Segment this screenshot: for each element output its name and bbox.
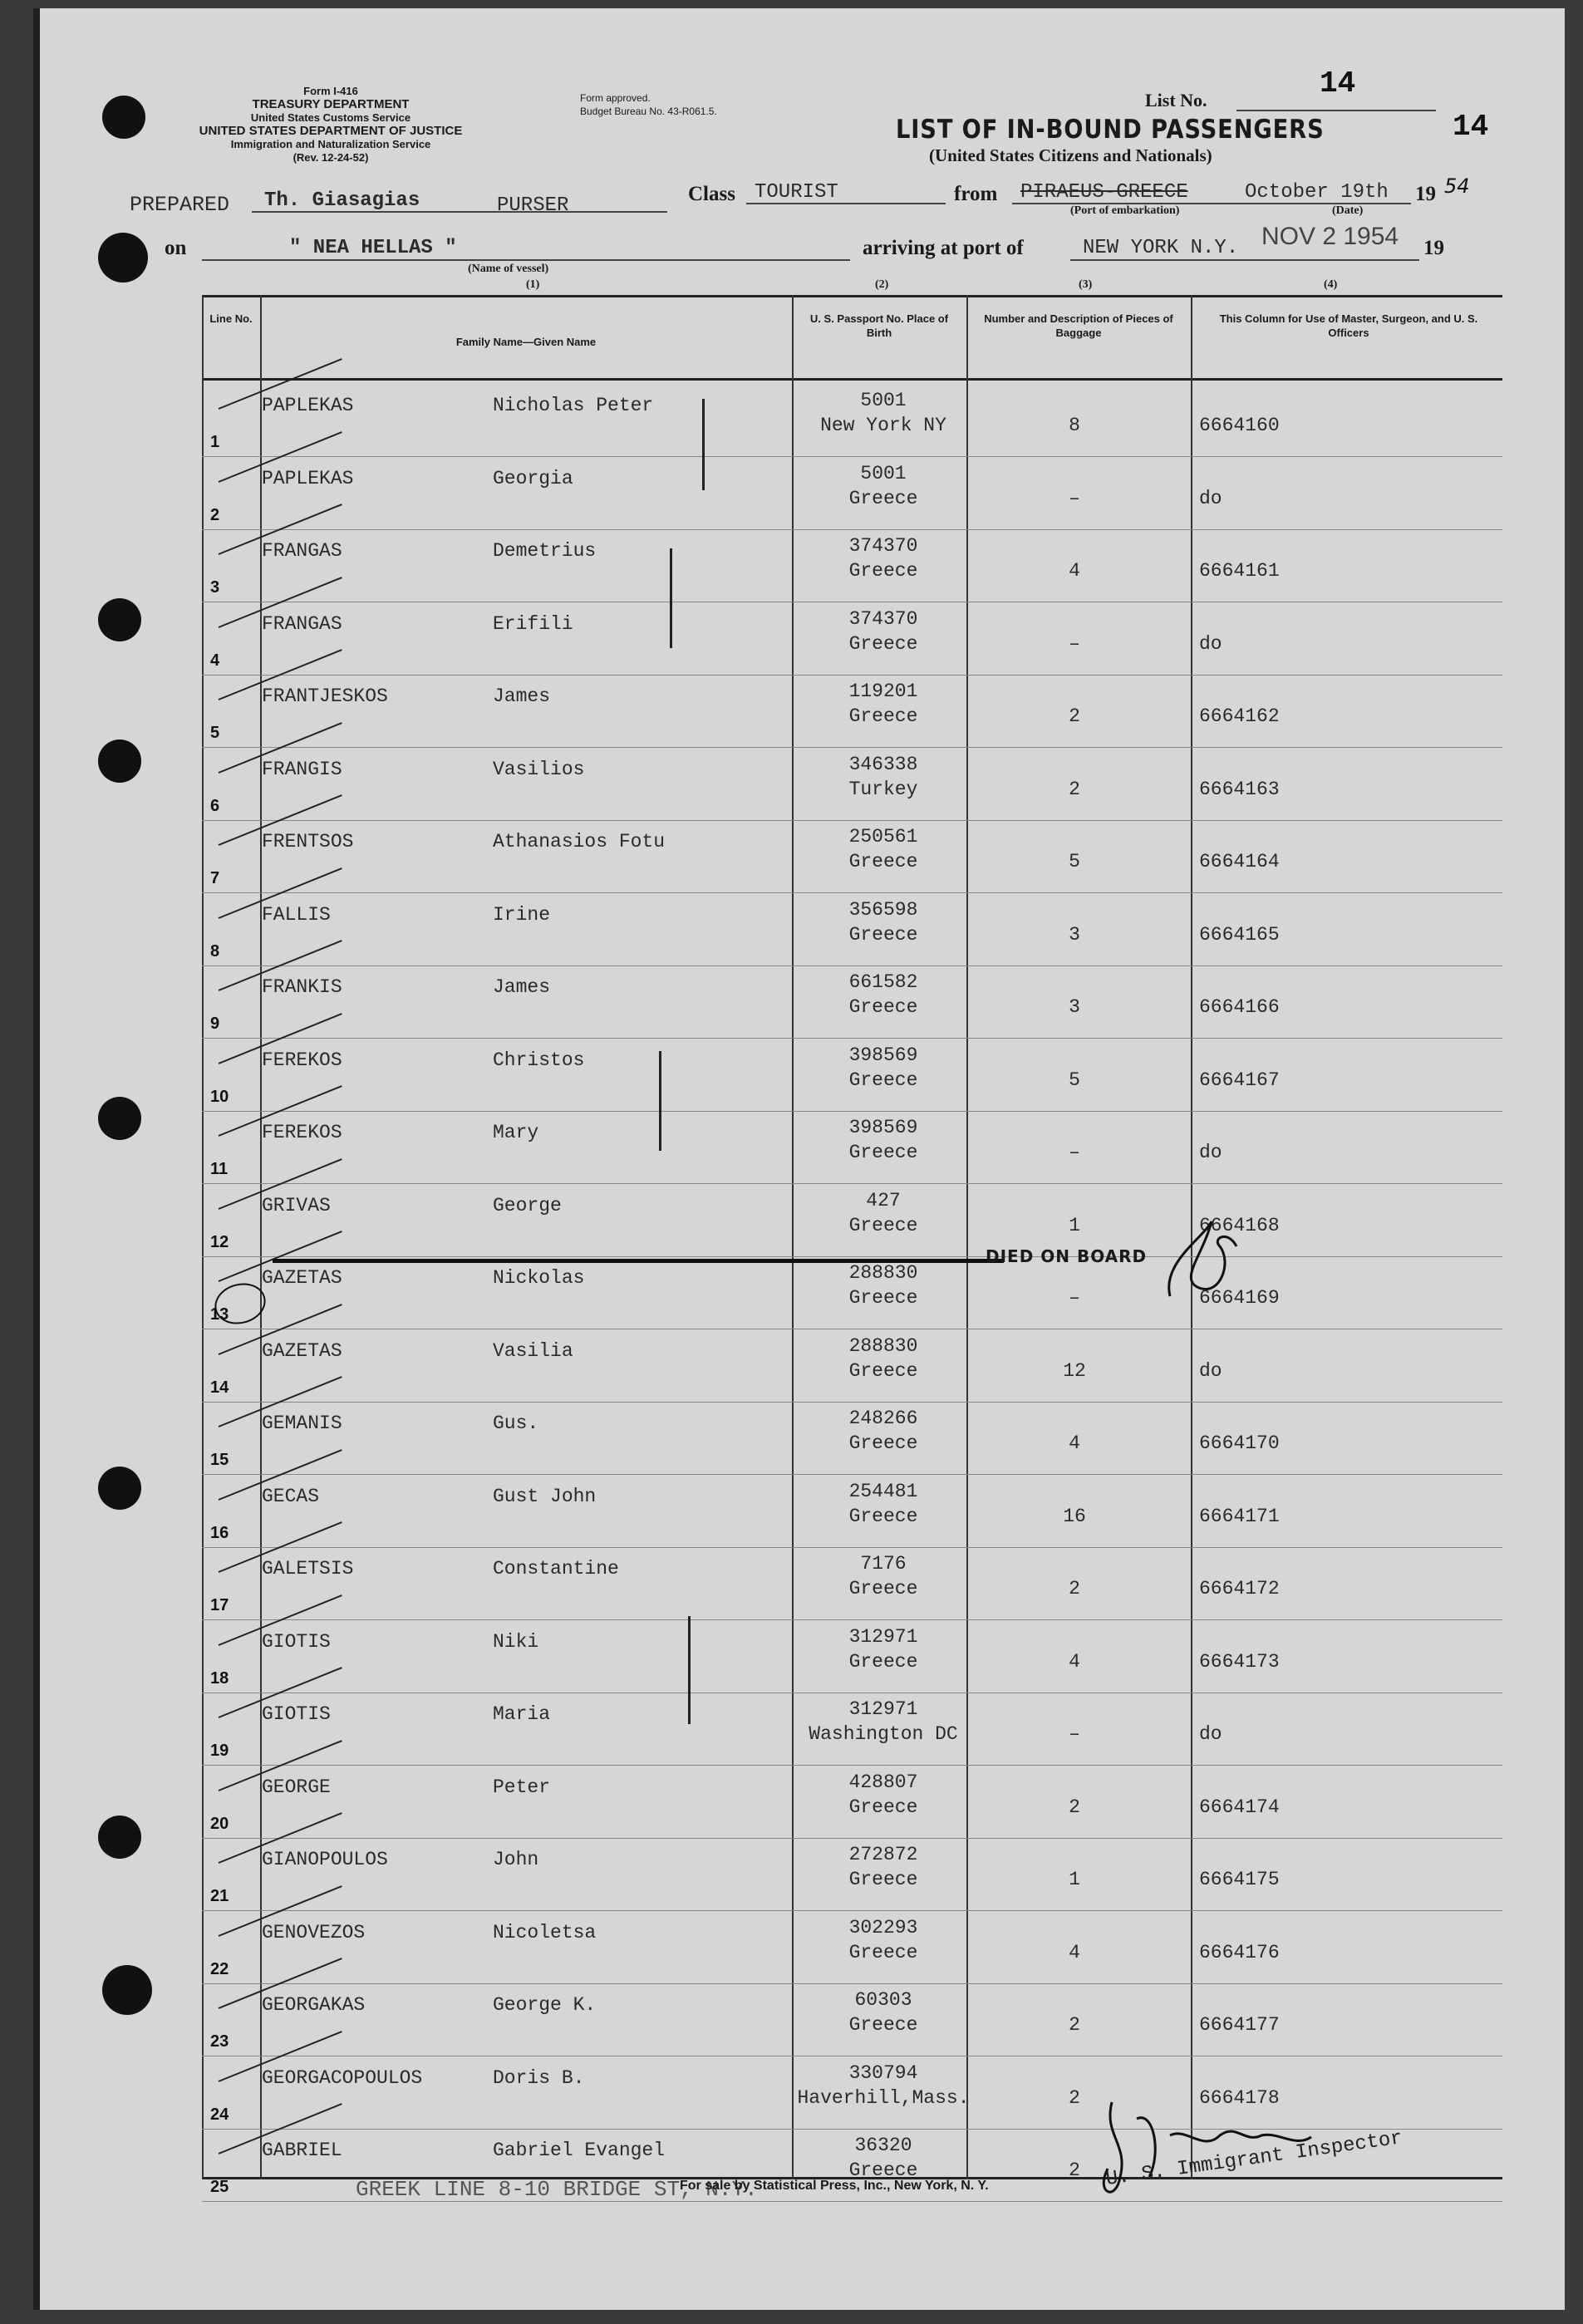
table-row <box>202 530 1502 603</box>
table-top-border <box>202 295 1502 297</box>
family-name: GRIVAS <box>262 1194 331 1216</box>
customs-label: United States Customs Service <box>250 111 411 124</box>
from-value: PIRAEUS-GREECE <box>1020 181 1188 204</box>
baggage-count: – <box>1069 1287 1080 1309</box>
class-value: TOURIST <box>755 181 838 204</box>
arrival-port: NEW YORK N.Y. <box>1083 237 1239 259</box>
baggage-count: – <box>1069 632 1080 655</box>
officer-entry: 6664175 <box>1199 1869 1280 1890</box>
officer-entry: 6664162 <box>1199 705 1280 727</box>
binder-hole <box>98 598 141 641</box>
passport-number: 36320 <box>854 2135 912 2156</box>
column-number-4: (4) <box>1324 278 1338 291</box>
baggage-count: 5 <box>1069 851 1080 872</box>
baggage-count: – <box>1069 1142 1080 1163</box>
family-name: GEORGAKAS <box>262 1994 366 2016</box>
column-number-1: (1) <box>526 278 540 291</box>
departure-date: October 19th <box>1245 181 1389 204</box>
place-of-birth: Greece <box>848 560 918 582</box>
family-name: FALLIS <box>262 903 331 926</box>
family-name: GEORGE <box>262 1776 331 1798</box>
prepared-underline <box>252 211 667 213</box>
line-number: 20 <box>210 1814 229 1833</box>
officer-entry: 6664160 <box>1199 415 1280 436</box>
year-suffix-1: 54 <box>1444 174 1470 198</box>
place-of-birth: Greece <box>848 1214 918 1236</box>
binder-hole <box>98 1815 141 1859</box>
family-bracket <box>688 1616 691 1724</box>
given-name: Athanasios Fotu <box>493 831 666 852</box>
baggage-count: 3 <box>1069 923 1080 946</box>
passport-number: 427 <box>866 1189 901 1211</box>
header-officers: This Column for Use of Master, Surgeon, and U. S. Officers <box>1219 312 1478 339</box>
passport-number: 302293 <box>848 1916 918 1938</box>
officer-entry: do <box>1199 632 1222 655</box>
family-bracket <box>670 548 672 648</box>
place-of-birth: Greece <box>848 1578 918 1599</box>
table-row <box>202 1330 1502 1403</box>
table-row <box>202 1839 1502 1912</box>
officer-entry: 6664173 <box>1199 1650 1280 1673</box>
baggage-count: 2 <box>1069 1796 1080 1818</box>
officer-entry: 6664174 <box>1199 1796 1280 1818</box>
table-row <box>202 966 1502 1039</box>
baggage-count: 2 <box>1069 1578 1080 1599</box>
line-number: 8 <box>210 941 220 961</box>
officer-entry: 6664167 <box>1199 1069 1280 1091</box>
inspector-label: U. S. Immigrant Inspector <box>1104 2127 1404 2191</box>
binder-hole <box>102 1965 152 2015</box>
passport-number: 248266 <box>848 1408 918 1429</box>
baggage-count: 4 <box>1069 1432 1080 1454</box>
place-of-birth: Greece <box>848 705 918 727</box>
table-row <box>202 1403 1502 1476</box>
given-name: Gabriel Evangel <box>493 2140 666 2161</box>
list-no-value: 14 <box>1320 66 1356 101</box>
passport-number: 272872 <box>848 1844 918 1865</box>
header-name: Family Name—Given Name <box>455 336 597 348</box>
family-name: GIANOPOULOS <box>262 1849 388 1870</box>
table-row <box>202 603 1502 676</box>
given-name: Nicoletsa <box>493 1921 597 1943</box>
line-number: 2 <box>210 505 220 524</box>
line-number: 25 <box>210 2178 229 2196</box>
given-name: Irine <box>493 903 551 926</box>
baggage-count: 5 <box>1069 1069 1080 1091</box>
binder-hole <box>98 233 148 283</box>
given-name: James <box>493 976 551 998</box>
vessel-underline <box>202 259 850 261</box>
died-initials-mark <box>1153 1213 1245 1313</box>
passport-number: 288830 <box>848 1262 918 1284</box>
place-of-birth: Greece <box>848 851 918 872</box>
header-line-no: Line No. <box>209 312 253 325</box>
family-name: GIOTIS <box>262 1630 331 1653</box>
officer-entry: 6664169 <box>1199 1287 1280 1309</box>
line-number: 19 <box>210 1742 229 1760</box>
list-no-underline <box>1236 110 1436 111</box>
given-name: Demetrius <box>493 540 597 562</box>
family-name: GIOTIS <box>262 1703 331 1725</box>
officer-entry: 6664166 <box>1199 996 1280 1018</box>
line-number: 10 <box>210 1087 229 1106</box>
family-name: FRANGIS <box>262 758 342 780</box>
passport-number: 254481 <box>848 1480 918 1502</box>
family-name: FRANGAS <box>262 540 342 562</box>
passport-number: 661582 <box>848 971 918 993</box>
form-number: Form I-416 <box>303 85 358 97</box>
passport-number: 398569 <box>848 1117 918 1138</box>
given-name: Vasilios <box>493 758 585 780</box>
given-name: Maria <box>493 1703 551 1725</box>
given-name: Niki <box>493 1630 539 1653</box>
page-title: LIST OF IN-BOUND PASSENGERS <box>896 115 1325 145</box>
passport-number: 312971 <box>848 1625 918 1648</box>
given-name: Nickolas <box>493 1267 585 1289</box>
line-number: 13 <box>210 1305 229 1324</box>
family-name: FRENTSOS <box>262 831 354 852</box>
family-name: GALETSIS <box>262 1558 354 1580</box>
approval-block <box>580 91 717 118</box>
passport-number: 398569 <box>848 1044 918 1066</box>
baggage-count: 3 <box>1069 996 1080 1018</box>
port-embark-note: (Port of embarkation) <box>1070 204 1180 217</box>
table-row <box>202 1984 1502 2057</box>
baggage-count: 16 <box>1063 1505 1086 1527</box>
line-number: 16 <box>210 1523 229 1542</box>
footer-print: For sale by Statistical Press, Inc., New York, N. Y. <box>680 2179 989 2193</box>
officer-entry: do <box>1199 1359 1222 1382</box>
binder-hole <box>98 1467 141 1510</box>
place-of-birth: Greece <box>848 996 918 1018</box>
treasury-label: TREASURY DEPARTMENT <box>252 97 410 111</box>
baggage-count: 8 <box>1069 415 1080 436</box>
officer-entry: 6664164 <box>1199 851 1280 872</box>
officer-entry: 6664171 <box>1199 1505 1280 1527</box>
family-bracket <box>702 399 705 490</box>
line-number: 24 <box>210 2105 229 2124</box>
table-row <box>202 385 1502 458</box>
baggage-count: 1 <box>1069 1214 1080 1236</box>
baggage-count: 2 <box>1069 2086 1080 2109</box>
vessel-name: " NEA HELLAS " <box>289 237 457 259</box>
died-on-board-stamp: DIED ON BOARD <box>986 1246 1148 1266</box>
given-name: Mary <box>493 1122 539 1143</box>
table-row <box>202 1548 1502 1621</box>
given-name: George K. <box>493 1994 597 2016</box>
place-of-birth: Turkey <box>848 778 918 800</box>
place-of-birth: Greece <box>848 1287 918 1309</box>
place-of-birth: Greece <box>848 1359 918 1382</box>
place-of-birth: Greece <box>848 1796 918 1818</box>
family-name: GEORGACOPOULOS <box>262 2066 423 2089</box>
passport-number: 374370 <box>848 535 918 557</box>
family-bracket <box>659 1051 661 1151</box>
line-number: 23 <box>210 2032 229 2051</box>
table-row <box>202 894 1502 967</box>
table-row <box>202 458 1502 531</box>
baggage-count: 4 <box>1069 560 1080 582</box>
line-number: 14 <box>210 1378 229 1397</box>
place-of-birth: Greece <box>848 1941 918 1963</box>
class-label: Class <box>688 183 735 205</box>
column-number-3: (3) <box>1079 278 1093 291</box>
officer-entry: do <box>1199 487 1222 509</box>
justice-label: UNITED STATES DEPARTMENT OF JUSTICE <box>199 124 463 138</box>
corner-page-number: 14 <box>1453 110 1489 144</box>
given-name: Erifili <box>493 612 573 635</box>
baggage-count: 4 <box>1069 1941 1080 1963</box>
officer-entry: 6664170 <box>1199 1432 1280 1454</box>
place-of-birth: Greece <box>848 1069 918 1091</box>
family-name: FEREKOS <box>262 1122 342 1143</box>
family-name: FRANGAS <box>262 612 342 635</box>
arrival-date-stamp: NOV 2 1954 <box>1261 223 1399 250</box>
officer-entry: 6664177 <box>1199 2014 1280 2036</box>
place-of-birth: New York NY <box>820 415 946 436</box>
strike-line <box>273 1259 1004 1263</box>
given-name: George <box>493 1194 562 1216</box>
place-of-birth: Greece <box>848 1505 918 1527</box>
table-row <box>202 1766 1502 1840</box>
baggage-count: 2 <box>1069 705 1080 727</box>
given-name: Doris B. <box>493 2066 585 2089</box>
baggage-count: 4 <box>1069 1650 1080 1673</box>
table-row <box>202 1257 1502 1330</box>
place-of-birth: Greece <box>848 2159 918 2181</box>
arriving-label: arriving at port of <box>863 237 1024 259</box>
list-no-label: List No. <box>1145 90 1207 111</box>
line-number: 15 <box>210 1451 229 1469</box>
immigration-label: Immigration and Naturalization Service <box>230 138 431 150</box>
place-of-birth: Washington DC <box>809 1723 958 1745</box>
header-passport: U. S. Passport No. Place of Birth <box>809 312 949 339</box>
table-header-border <box>202 378 1502 381</box>
on-label: on <box>165 237 187 259</box>
passport-number: 5001 <box>860 390 907 411</box>
given-name: Georgia <box>493 467 573 489</box>
table-row <box>202 1476 1502 1549</box>
table-row <box>202 1621 1502 1694</box>
line-number: 4 <box>210 651 220 670</box>
passport-number: 7176 <box>860 1553 907 1575</box>
given-name: John <box>493 1849 539 1870</box>
baggage-count: 2 <box>1069 2159 1080 2181</box>
given-name: Vasilia <box>493 1339 573 1362</box>
revision-label: (Rev. 12-24-52) <box>293 151 369 164</box>
line-number: 7 <box>210 869 220 887</box>
passport-number: 312971 <box>848 1698 918 1720</box>
family-name: GECAS <box>262 1485 320 1507</box>
place-of-birth: Haverhill,Mass. <box>797 2086 970 2109</box>
family-name: GAZETAS <box>262 1267 342 1289</box>
passport-number: 346338 <box>848 753 918 775</box>
family-name: FEREKOS <box>262 1049 342 1071</box>
given-name: Gus. <box>493 1413 539 1434</box>
prepared-by: Th. Giasagias <box>264 189 420 212</box>
family-name: PAPLEKAS <box>262 467 354 489</box>
baggage-count: 12 <box>1063 1359 1086 1382</box>
place-of-birth: Greece <box>848 1869 918 1890</box>
prepared-label: PREPARED <box>130 193 230 217</box>
column-number-2: (2) <box>875 278 889 291</box>
family-name: FRANTJESKOS <box>262 685 388 707</box>
from-label: from <box>954 183 998 205</box>
baggage-count: 2 <box>1069 2014 1080 2036</box>
line-number: 3 <box>210 578 220 597</box>
officer-entry: 6664163 <box>1199 778 1280 800</box>
given-name: Peter <box>493 1776 551 1798</box>
table-row <box>202 749 1502 822</box>
passport-number: 5001 <box>860 462 907 484</box>
baggage-count: 1 <box>1069 1869 1080 1890</box>
given-name: Nicholas Peter <box>493 395 654 416</box>
passport-number: 356598 <box>848 898 918 921</box>
passport-number: 250561 <box>848 826 918 848</box>
line-number: 1 <box>210 433 220 451</box>
budget-label: Budget Bureau No. 43-R061.5. <box>580 106 717 117</box>
baggage-count: – <box>1069 487 1080 509</box>
year-prefix-2: 19 <box>1423 237 1444 259</box>
line-number: 11 <box>210 1160 229 1178</box>
agency-block <box>165 85 497 165</box>
line-number: 12 <box>210 1232 229 1251</box>
footer-stamp: GREEK LINE 8-10 BRIDGE ST, N.Y. <box>356 2177 758 2202</box>
family-name: GABRIEL <box>262 2140 342 2161</box>
passport-number: 374370 <box>848 607 918 630</box>
officer-entry: 6664168 <box>1199 1214 1280 1236</box>
officer-entry: 6664178 <box>1199 2086 1280 2109</box>
family-name: PAPLEKAS <box>262 395 354 416</box>
line-number: 22 <box>210 1959 229 1978</box>
place-of-birth: Greece <box>848 632 918 655</box>
passport-number: 330794 <box>848 2061 918 2084</box>
class-underline <box>746 203 946 204</box>
passport-number: 119201 <box>848 680 918 702</box>
officer-entry: 6664172 <box>1199 1578 1280 1599</box>
header-baggage: Number and Description of Pieces of Baggage <box>984 312 1173 339</box>
place-of-birth: Greece <box>848 487 918 509</box>
given-name: Gust John <box>493 1485 597 1507</box>
given-name: James <box>493 685 551 707</box>
line-number: 21 <box>210 1887 229 1905</box>
place-of-birth: Greece <box>848 1650 918 1673</box>
approved-label: Form approved. <box>580 92 651 104</box>
page-subtitle: (United States Citizens and Nationals) <box>929 145 1212 165</box>
table-row <box>202 676 1502 749</box>
officer-entry: 6664165 <box>1199 923 1280 946</box>
arrival-underline <box>1070 259 1419 261</box>
table-row <box>202 1112 1502 1185</box>
binder-hole <box>98 1097 141 1140</box>
passport-number: 288830 <box>848 1334 918 1357</box>
table-row <box>202 1039 1502 1113</box>
family-name: GENOVEZOS <box>262 1921 366 1943</box>
officer-entry: do <box>1199 1723 1222 1745</box>
year-prefix-1: 19 <box>1415 183 1436 205</box>
line-number: 6 <box>210 796 220 815</box>
line-number: 9 <box>210 1015 220 1033</box>
line-number: 17 <box>210 1596 229 1614</box>
table-row <box>202 1912 1502 1985</box>
line-number: 5 <box>210 724 220 742</box>
table-row <box>202 1693 1502 1766</box>
place-of-birth: Greece <box>848 1432 918 1454</box>
binder-hole <box>98 739 141 783</box>
place-of-birth: Greece <box>848 2014 918 2036</box>
date-note: (Date) <box>1332 204 1364 217</box>
officer-entry: 6664176 <box>1199 1941 1280 1963</box>
baggage-count: 2 <box>1069 778 1080 800</box>
given-name: Christos <box>493 1049 585 1071</box>
family-name: FRANKIS <box>262 976 342 998</box>
family-name: GAZETAS <box>262 1339 342 1362</box>
vessel-note: (Name of vessel) <box>468 263 549 275</box>
family-name: GEMANIS <box>262 1413 342 1434</box>
prepared-role: PURSER <box>497 194 569 217</box>
officer-entry: 6664161 <box>1199 560 1280 582</box>
line-number: 18 <box>210 1668 229 1688</box>
binder-hole <box>102 96 145 139</box>
officer-entry: do <box>1199 1142 1222 1163</box>
place-of-birth: Greece <box>848 923 918 946</box>
baggage-count: – <box>1069 1723 1080 1745</box>
table-row <box>202 1185 1502 1258</box>
given-name: Constantine <box>493 1558 619 1580</box>
passport-number: 428807 <box>848 1771 918 1793</box>
manifest-sheet <box>33 8 1565 2310</box>
passport-number: 60303 <box>854 1989 912 2011</box>
place-of-birth: Greece <box>848 1142 918 1163</box>
table-row <box>202 821 1502 894</box>
